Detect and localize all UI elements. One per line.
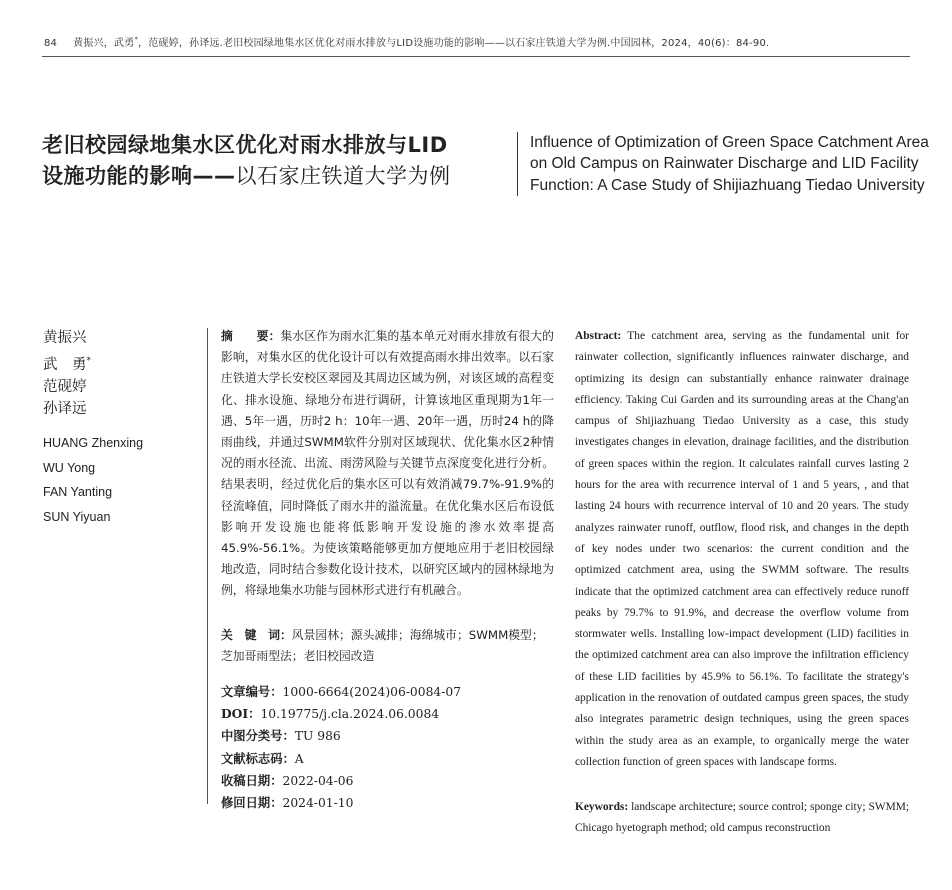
column-divider bbox=[207, 328, 208, 804]
running-header bbox=[44, 34, 910, 49]
author-en-4: SUN Yiyuan bbox=[43, 509, 111, 524]
meta-label: 修回日期： bbox=[221, 795, 283, 811]
author-cn-1 bbox=[43, 327, 91, 350]
author-cn-3 bbox=[43, 376, 91, 399]
meta-doi bbox=[221, 703, 554, 725]
keywords-english-text: landscape architecture; source control; sponge city; SWMM; Chicago hyetograph method; old campus reconstruction bbox=[575, 801, 909, 835]
authors-chinese bbox=[43, 327, 91, 421]
author-name: 范砚婷 bbox=[43, 378, 87, 395]
keywords-english bbox=[575, 797, 909, 840]
title-chinese-line2-strong: 设施功能的影响—— bbox=[42, 164, 236, 188]
author-en-2: WU Yong bbox=[43, 460, 96, 475]
title-chinese bbox=[42, 130, 512, 192]
keywords-chinese-text: 风景园林；源头减排；海绵城市；SWMM模型；芝加哥雨型法；老旧校园改造 bbox=[221, 628, 544, 664]
corresponding-mark: * bbox=[134, 35, 139, 44]
meta-label: DOI： bbox=[221, 706, 261, 722]
header-rule bbox=[42, 56, 910, 57]
meta-label: 收稿日期： bbox=[221, 772, 283, 788]
abstract-english-text: The catchment area, serving as the fundamental unit for rainwater collection, significantly influences rainwater discharge, and optimizing its design can substantially enhance rainwater drainage efficiency. Taking Cui Garden and its surrounding areas at the Chang'an campus of Shijiazhuang Tiedao University as a case, this study investigates changes in elevation, drainage facilities, and the distribution of green spaces within the region. It calculates rainfall curves lasting 2 hours for the area with recurrence interval of 1 and 5 years, , and that lasting 24 hours with recurrence interval of 10 and 20 years. The study analyzes rainwater runoff, outflow, flood risk, and changes in the depth of key nodes under two scenarios: the current condition and the optimized catchment area, using the SWMM software. The results indicate that the optimized catchment area can effectively reduce runoff peaks by 79.7% to 91.9%, and decrease the overflow volume from stormwater wells. Installing low-impact development (LID) facilities in the optimized catchment area can also improve the infiltration efficiency of these LID facilities by 45.9% to 56.1%. To facilitate the strategy's application in the renovation of outdated campus green spaces, the study also integrates parametric design techniques, using the green spaces within the study area as an example, to organically merge the water collection function of green spaces with landscape forms. bbox=[575, 330, 909, 768]
meta-document-code bbox=[221, 748, 554, 770]
author-cn-4 bbox=[43, 398, 91, 421]
meta-label: 文章编号： bbox=[221, 684, 283, 699]
meta-value: 2022-04-06 bbox=[282, 773, 354, 788]
meta-value: A bbox=[294, 751, 304, 766]
meta-value: TU 986 bbox=[294, 729, 341, 744]
authors-english bbox=[43, 431, 143, 529]
citation-text: ，范砚婷，孙译远.老旧校园绿地集水区优化对雨水排放与LID设施功能的影响——以石家庄铁道大学为例.中国园林，2024，40(6)：84-90. bbox=[138, 38, 770, 49]
title-chinese-line1: 老旧校园绿地集水区优化对雨水排放与LID bbox=[42, 133, 448, 157]
author-en-1: HUANG Zhenxing bbox=[43, 436, 144, 450]
abstract-english bbox=[575, 326, 909, 773]
keywords-chinese bbox=[221, 625, 554, 667]
author-en-3: FAN Yanting bbox=[43, 485, 113, 500]
author-cn-2 bbox=[43, 350, 91, 376]
author-name: 武 勇 bbox=[43, 356, 87, 373]
article-metadata bbox=[221, 681, 554, 814]
keywords-english-label: Keywords: bbox=[575, 801, 629, 813]
meta-article-number bbox=[221, 681, 554, 703]
abstract-english-label: Abstract: bbox=[575, 330, 622, 342]
page-number: 84 bbox=[44, 38, 58, 49]
author-name: 孙译远 bbox=[43, 401, 87, 418]
abstract-chinese-label: 摘 要： bbox=[221, 329, 281, 343]
meta-revised-date bbox=[221, 792, 554, 814]
meta-value: 10.19775/j.cla.2024.06.0084 bbox=[260, 707, 440, 722]
meta-classification bbox=[221, 725, 554, 747]
title-chinese-line2 bbox=[42, 161, 512, 192]
meta-value: 1000-6664(2024)06-0084-07 bbox=[282, 685, 462, 699]
author-name: 黄振兴 bbox=[43, 330, 87, 346]
meta-value: 2024-01-10 bbox=[282, 796, 354, 811]
keywords-chinese-label: 关 键 词： bbox=[221, 628, 292, 642]
title-chinese-subtitle: 以石家庄铁道大学为例 bbox=[235, 164, 451, 188]
meta-received-date bbox=[221, 770, 554, 792]
citation-authors: 黄振兴，武勇 bbox=[73, 38, 135, 49]
abstract-chinese-text: 集水区作为雨水汇集的基本单元对雨水排放有很大的影响，对集水区的优化设计可以有效提高雨水排出效率。以石家庄铁道大学长安校区翠园及其周边区域为例，对该区域的高程变化、排水设施、绿地分布进行调研，计算该地区重现期为1年一遇、5年一遇，历时2 h：10年一遇、20年一遇，历时24 h的降雨曲线，并通过SWMM软件分别对区域现状、优化集水区2种情况的雨水径流、出流、雨涝风险与关键节点深度变化进行分析。结果表明，经过优化后的集水区可以有效消减79.7%-91.9%的径流峰值，同时降低了雨水井的溢流量。在优化集水区后布设低影响开发设施也能将低影响开发设施的渗水效率提高45.9%-56.1%。为使该策略能够更加方便地应用于老旧校园绿地改造，同时结合参数化设计技术，以研究区域内的园林绿地为例，将绿地集水功能与园林形式进行有机融合。 bbox=[221, 329, 554, 598]
meta-label: 文献标志码： bbox=[221, 750, 295, 766]
abstract-chinese bbox=[221, 326, 554, 602]
corresponding-author-mark: * bbox=[86, 355, 91, 366]
title-english: Influence of Optimization of Green Space Catchment Area on Old Campus on Rainwater Discharge and LID Facility Function: A Case Study of Shijiazhuang Tiedao University bbox=[517, 132, 930, 196]
meta-label: 中图分类号： bbox=[221, 728, 295, 744]
